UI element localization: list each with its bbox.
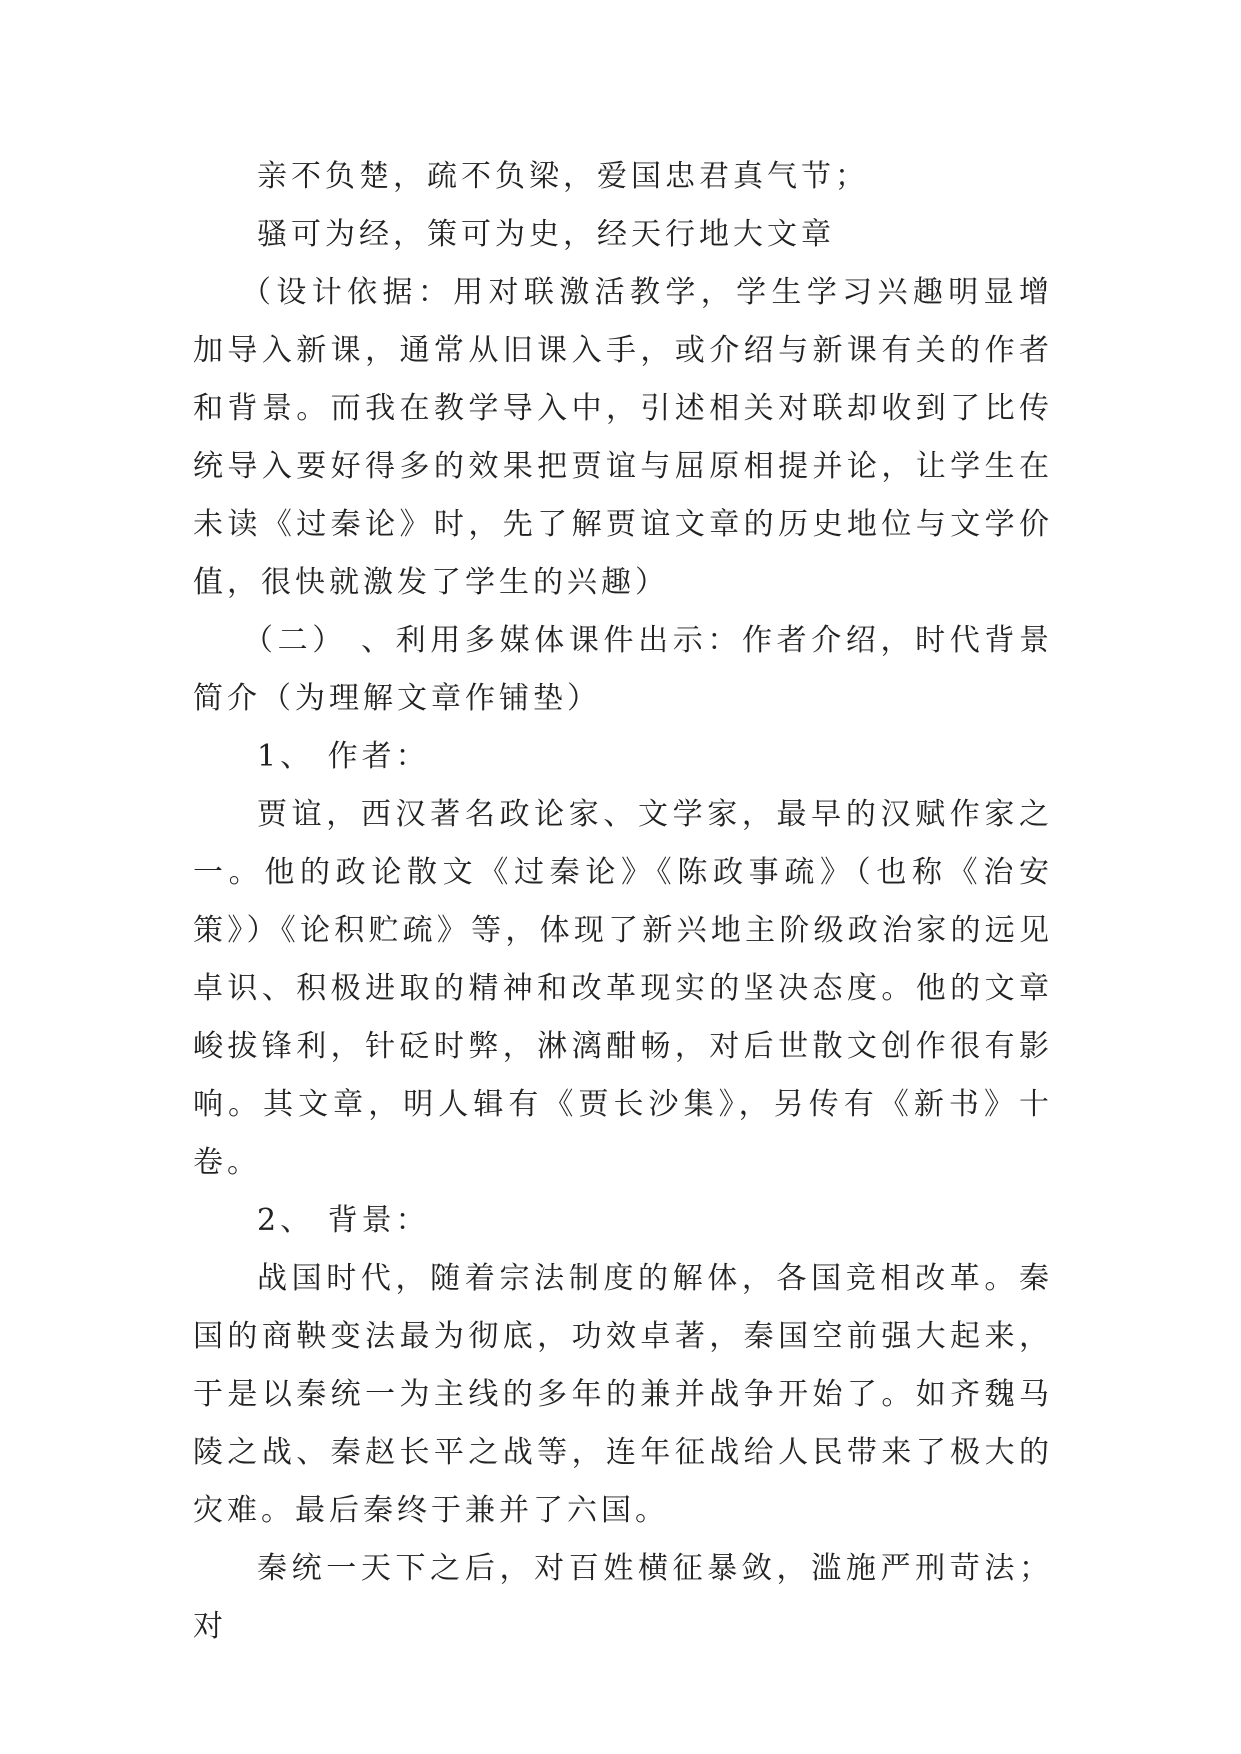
design-rationale-paragraph: （设计依据：用对联激活教学，学生学习兴趣明显增加导入新课，通常从旧课入手，或介绍与新课有关的作者和背景。而我在教学导入中，引述相关对联却收到了比传统导入要好得多的效果把贾谊与屈原相提并论，让学生在未读《过秦论》时，先了解贾谊文章的历史地位与文学价值，很快就激发了学生的兴趣） bbox=[193, 275, 1053, 600]
subheading-author: 1、 作者： bbox=[257, 739, 430, 774]
background-paragraph-2: 秦统一天下之后，对百姓横征暴敛，滥施严刑苛法；对 bbox=[193, 1551, 1053, 1644]
author-paragraph: 贾谊，西汉著名政论家、文学家，最早的汉赋作家之一。他的政论散文《过秦论》《陈政事疏》（也称《治安策》）《论积贮疏》等，体现了新兴地主阶级政治家的远见卓识、积极进取的精神和改革现实的坚决态度。他的文章峻拔锋利，针砭时弊，淋漓酣畅，对后世散文创作很有影响。其文章，明人辑有《贾长沙集》，另传有《新书》十卷。 bbox=[193, 797, 1053, 1180]
couplet-line-2: 骚可为经，策可为史，经天行地大文章 bbox=[257, 217, 835, 252]
couplet-line-1: 亲不负楚，疏不负梁，爱国忠君真气节； bbox=[257, 159, 869, 194]
section-heading-multimedia: （二） 、利用多媒体课件出示：作者介绍，时代背景简介（为理解文章作铺垫） bbox=[193, 623, 1053, 716]
background-paragraph-1: 战国时代，随着宗法制度的解体，各国竞相改革。秦国的商鞅变法最为彻底，功效卓著，秦国空前强大起来，于是以秦统一为主线的多年的兼并战争开始了。如齐魏马陵之战、秦赵长平之战等，连年征战给人民带来了极大的灾难。最后秦终于兼并了六国。 bbox=[193, 1261, 1053, 1528]
subheading-background: 2、 背景： bbox=[257, 1203, 430, 1238]
document-body bbox=[193, 148, 1053, 1656]
